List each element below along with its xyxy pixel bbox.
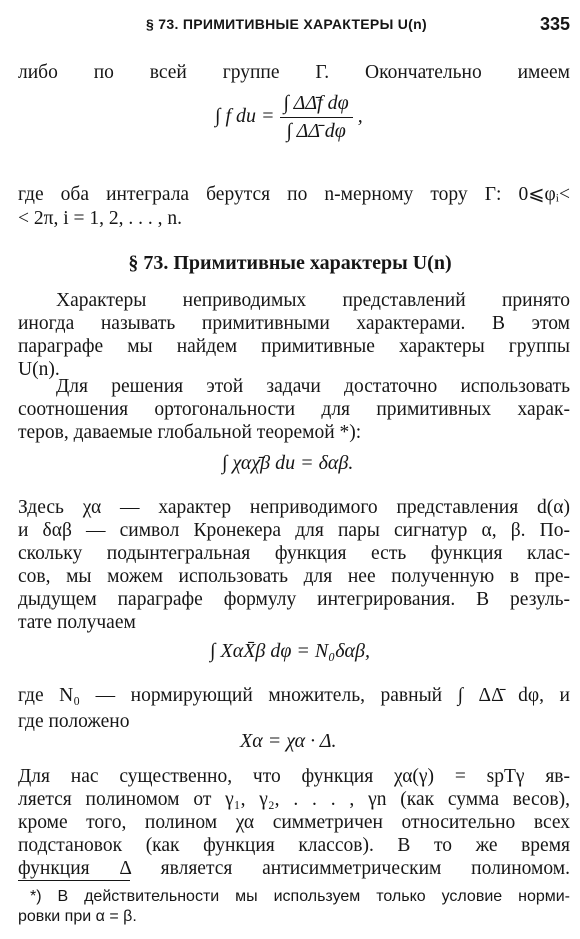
text-line: функция Δ является антисимметрическим полиномом. — [18, 858, 570, 879]
text-line: U(n). — [18, 359, 60, 380]
formula1-trailing: , — [357, 105, 363, 128]
text-line: теров, даваемые глобальной теоремой *): — [18, 422, 362, 443]
text-line: иногда называть примитивными характерами. В этом — [18, 313, 570, 334]
formula-integral-ratio — [215, 92, 363, 143]
text-line: сов, мы можем использовать для нее полученную в пре- — [18, 566, 570, 587]
footnote-rule — [18, 880, 130, 881]
page-number: 335 — [539, 14, 570, 34]
section-title: § 73. Примитивные характеры U(n) — [128, 252, 452, 274]
text-line: и δαβ — символ Кронекера для пары сигнатур α, β. По- — [18, 520, 570, 541]
running-title: § 73. ПРИМИТИВНЫЕ ХАРАКТЕРЫ U(n) — [146, 16, 427, 32]
text-line: тате получаем — [18, 612, 136, 633]
text-line: скольку подынтегральная функция есть функция клас- — [18, 543, 570, 564]
formula-x-definition: Xα = χα · Δ. — [240, 730, 337, 752]
text-line: подстановок (как функция классов). В то же время — [18, 835, 570, 856]
text-line: ляется полиномом от γ₁, γ₂, . . . , γn (как сумма весов), — [18, 789, 570, 810]
running-header — [18, 12, 570, 42]
text-line: Характеры неприводимых представлений принято — [56, 290, 570, 311]
footnote-line: *) В действительности мы используем только условие норми- — [30, 888, 570, 905]
text-line: Для решения этой задачи достаточно использовать — [56, 376, 570, 397]
intro-line: либо по всей группе Γ. Окончательно имеем — [18, 62, 570, 83]
text-line: параграфе мы найдем примитивные характеры группы — [18, 336, 570, 357]
text-line: соотношения ортогональности для примитивных харак- — [18, 399, 570, 420]
text-line: Здесь χα — характер неприводимого представления d(α) — [18, 497, 570, 518]
formula-x-orthogonality: ∫ XαX̄β dφ = N₀δαβ, — [210, 640, 370, 662]
formula1-lhs: ∫ f du = — [215, 105, 275, 128]
text-line: кроме того, полином χα симметричен относительно всех — [18, 812, 570, 833]
formula1-numerator: ∫ ΔΔ̄f dφ — [280, 92, 353, 118]
footnote-line: ровки при α = β. — [18, 908, 137, 925]
formula1-fraction — [280, 92, 353, 143]
text-line: где положено — [18, 711, 130, 732]
formula-orthogonality: ∫ χαχ̄β du = δαβ. — [222, 452, 354, 474]
text-line: где оба интеграла берутся по n-мерному тору Γ: 0⩽φᵢ< — [18, 184, 570, 205]
formula1-denominator: ∫ ΔΔ̄ dφ — [286, 120, 346, 142]
text-line: Для нас существенно, что функция χα(γ) = spTγ яв- — [18, 766, 570, 787]
text-line: где N₀ — нормирующий множитель, равный ∫ ΔΔ̄ dφ, и — [18, 685, 570, 706]
text-line: < 2π, i = 1, 2, . . . , n. — [18, 208, 183, 229]
text-line: дыдущем параграфе формулу интегрирования. В резуль- — [18, 589, 570, 610]
